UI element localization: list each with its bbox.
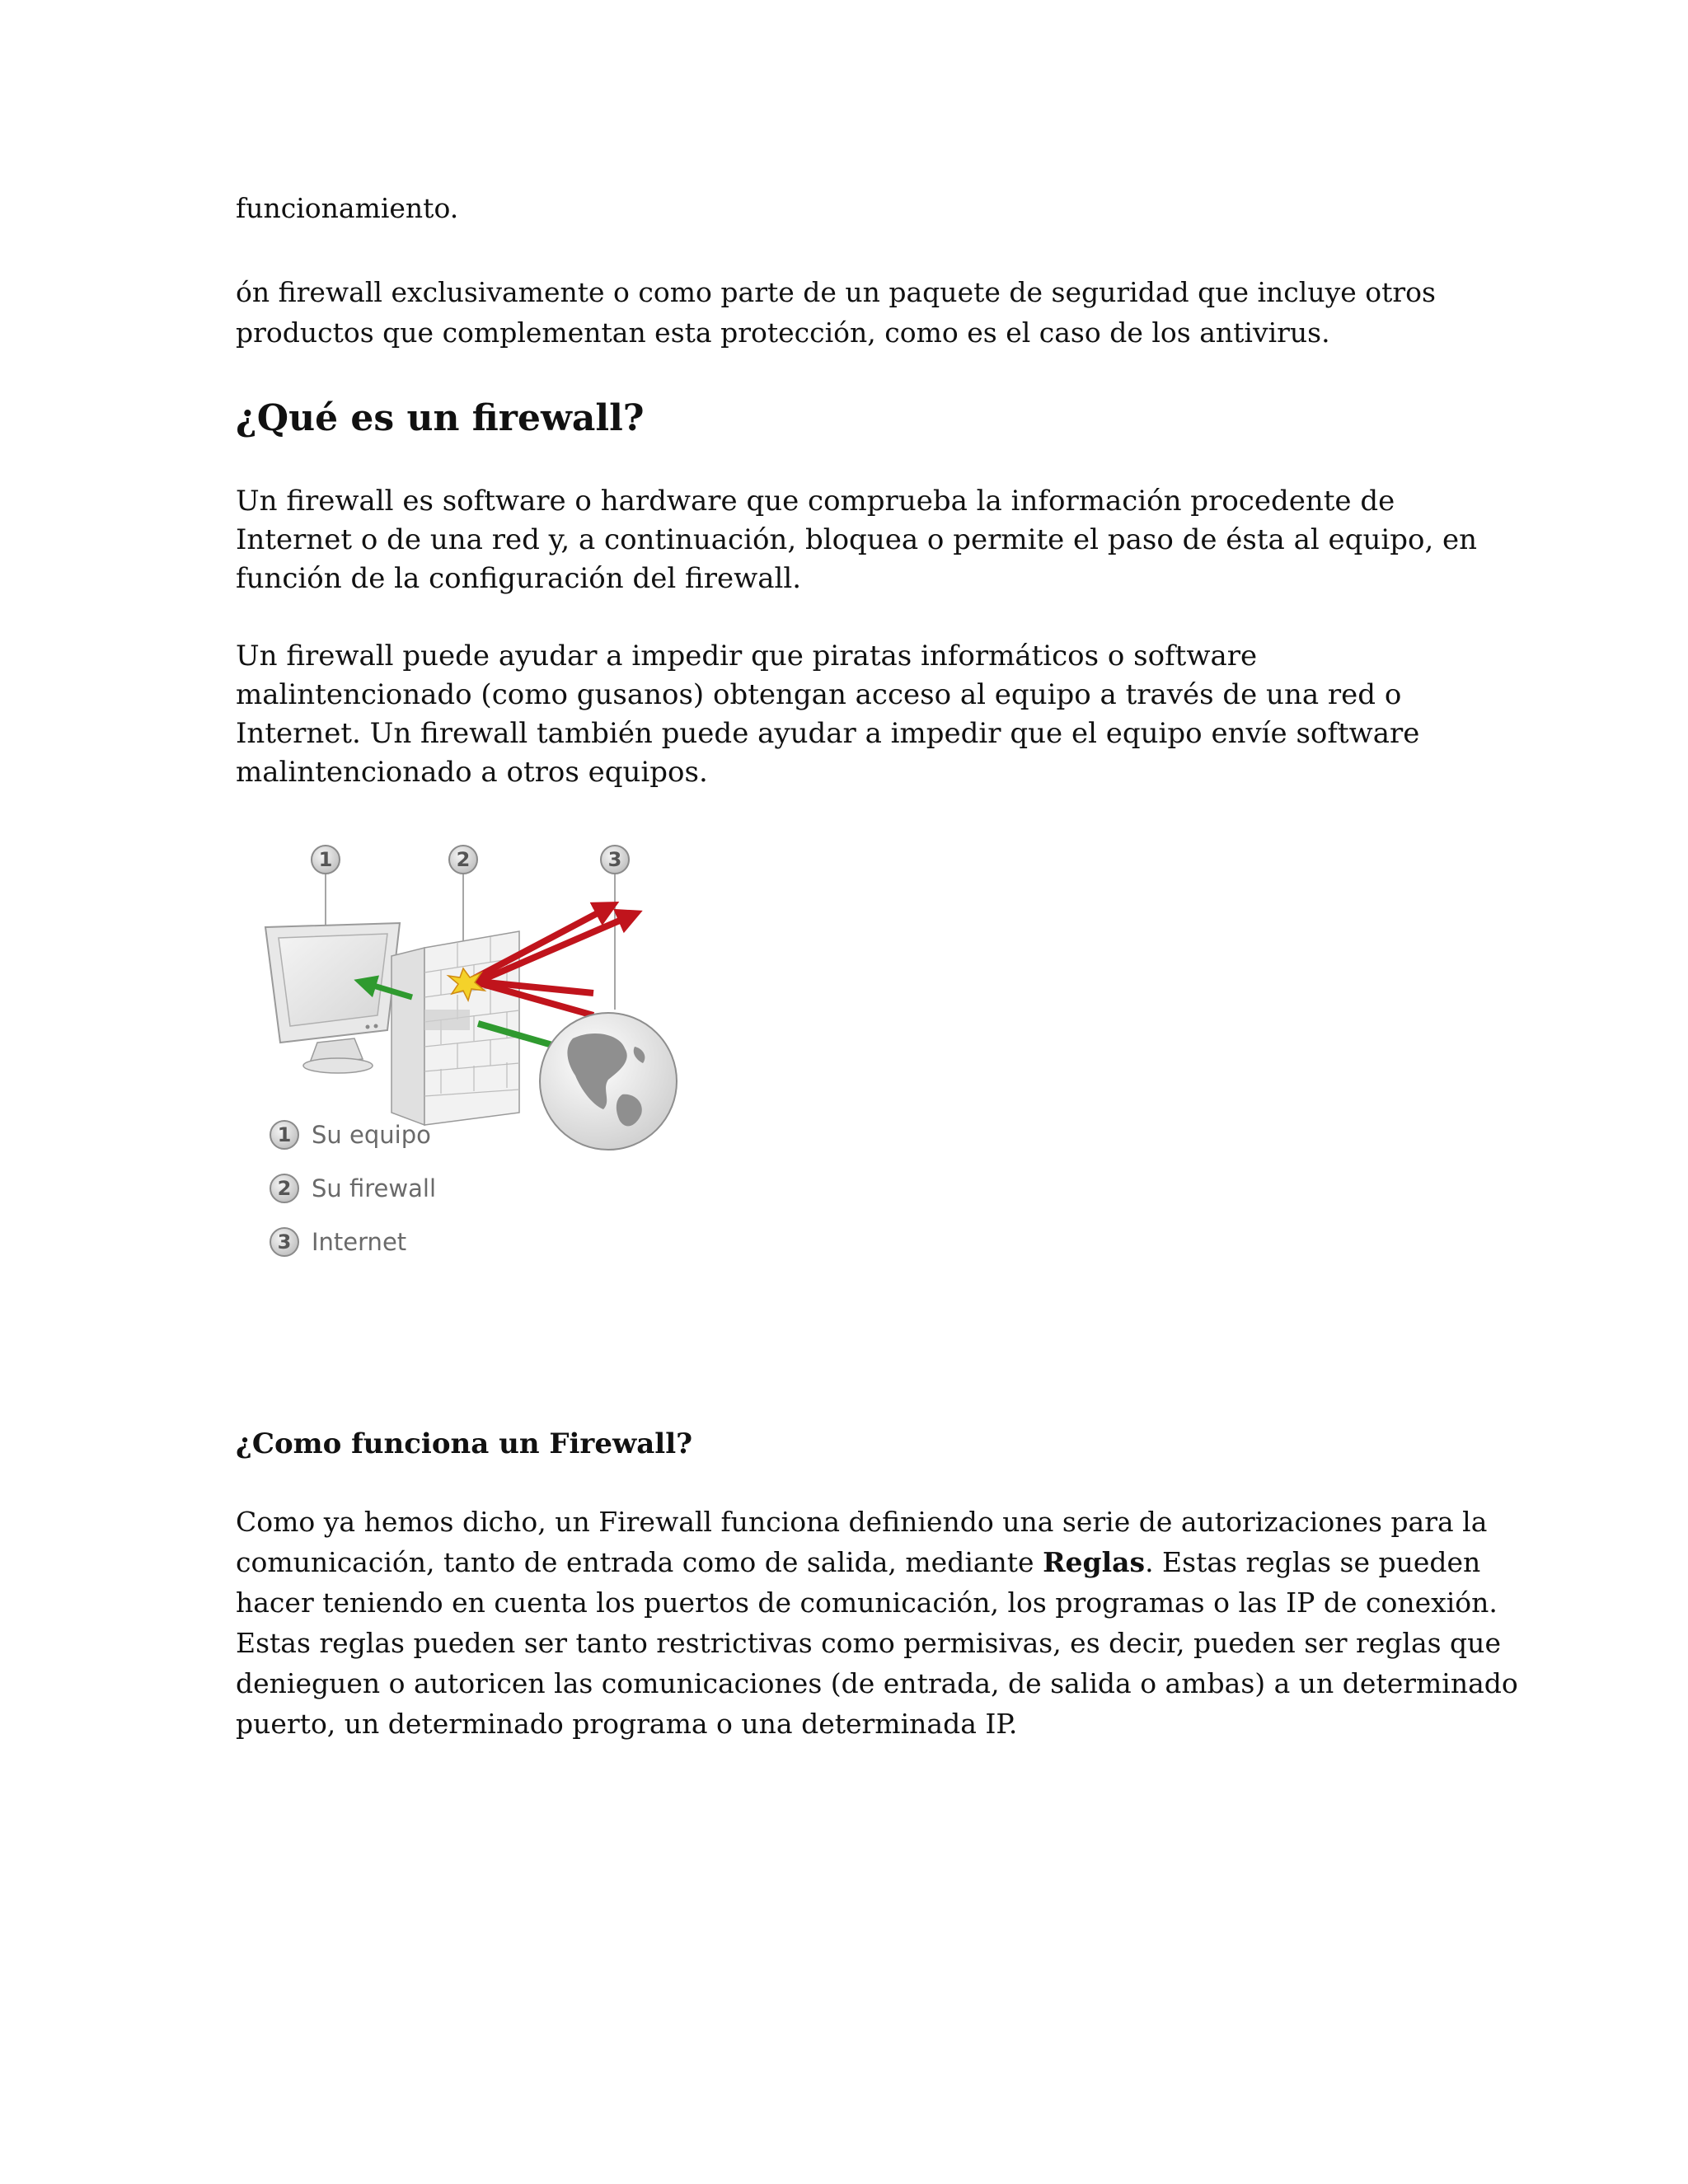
paragraph-protection-line-2: malintencionado (como gusanos) obtengan acceso al equipo a través de una red o <box>236 678 1402 711</box>
paragraph-protection-line-1: Un firewall puede ayudar a impedir que piratas informáticos o software <box>236 640 1258 673</box>
paragraph-definition-line-2: Internet o de una red y, a continuación, bloquea o permite el paso de ésta al equipo, en <box>236 523 1478 556</box>
paragraph-definition-line-3: función de la configuración del firewall. <box>236 562 802 595</box>
svg-text:3: 3 <box>277 1230 292 1254</box>
globe-icon <box>540 1013 677 1150</box>
svg-text:2: 2 <box>456 848 471 871</box>
paragraph-rules-line-2-start: comunicación, tanto de entrada como de salida, mediante <box>236 1546 1043 1578</box>
paragraph-continuation: funcionamiento. <box>236 192 459 224</box>
callout-3 <box>601 846 629 874</box>
callout-2 <box>449 846 477 874</box>
paragraph-rules-line-2 <box>236 1546 1480 1578</box>
paragraph-protection-line-4: malintencionado a otros equipos. <box>236 756 708 789</box>
paragraph-rules-line-4: Estas reglas pueden ser tanto restrictivas como permisivas, es decir, pueden ser reglas que <box>236 1627 1501 1659</box>
paragraph-protection-line-3: Internet. Un firewall también puede ayudar a impedir que el equipo envíe software <box>236 717 1420 750</box>
paragraph-rules-line-6: puerto, un determinado programa o una determinada IP. <box>236 1708 1018 1740</box>
legend-item-su-equipo <box>270 1121 431 1149</box>
reglas-bold-term: Reglas <box>1043 1546 1146 1578</box>
svg-text:3: 3 <box>607 848 622 871</box>
heading-como-funciona: ¿Como funciona un Firewall? <box>236 1427 693 1460</box>
svg-text:Su equipo: Su equipo <box>312 1121 431 1149</box>
svg-text:1: 1 <box>318 848 333 871</box>
svg-text:Internet: Internet <box>312 1228 407 1256</box>
paragraph-rules-line-1: Como ya hemos dicho, un Firewall funciona definiendo una serie de autorizaciones para la <box>236 1506 1488 1538</box>
svg-text:Su firewall: Su firewall <box>312 1174 437 1202</box>
firewall-diagram <box>247 832 709 1310</box>
paragraph-intro-line-1: ón firewall exclusivamente o como parte de un paquete de seguridad que incluye otros <box>236 276 1436 308</box>
monitor-icon <box>265 923 400 1073</box>
svg-text:2: 2 <box>277 1177 292 1200</box>
paragraph-rules-line-5: denieguen o autoricen las comunicaciones (de entrada, de salida o ambas) a un determinado <box>236 1667 1518 1699</box>
heading-que-es-firewall: ¿Qué es un firewall? <box>236 397 645 439</box>
paragraph-definition-line-1: Un firewall es software o hardware que comprueba la información procedente de <box>236 485 1395 518</box>
paragraph-rules-line-3: hacer teniendo en cuenta los puertos de comunicación, los programas o las IP de conexión. <box>236 1586 1498 1619</box>
legend-item-su-firewall <box>270 1174 436 1202</box>
paragraph-intro-line-2: productos que complementan esta protección, como es el caso de los antivirus. <box>236 316 1330 349</box>
callout-1 <box>312 846 340 874</box>
svg-text:1: 1 <box>277 1123 292 1146</box>
paragraph-rules-line-2-end: . Estas reglas se pueden <box>1145 1546 1481 1578</box>
legend-item-internet <box>270 1228 406 1256</box>
